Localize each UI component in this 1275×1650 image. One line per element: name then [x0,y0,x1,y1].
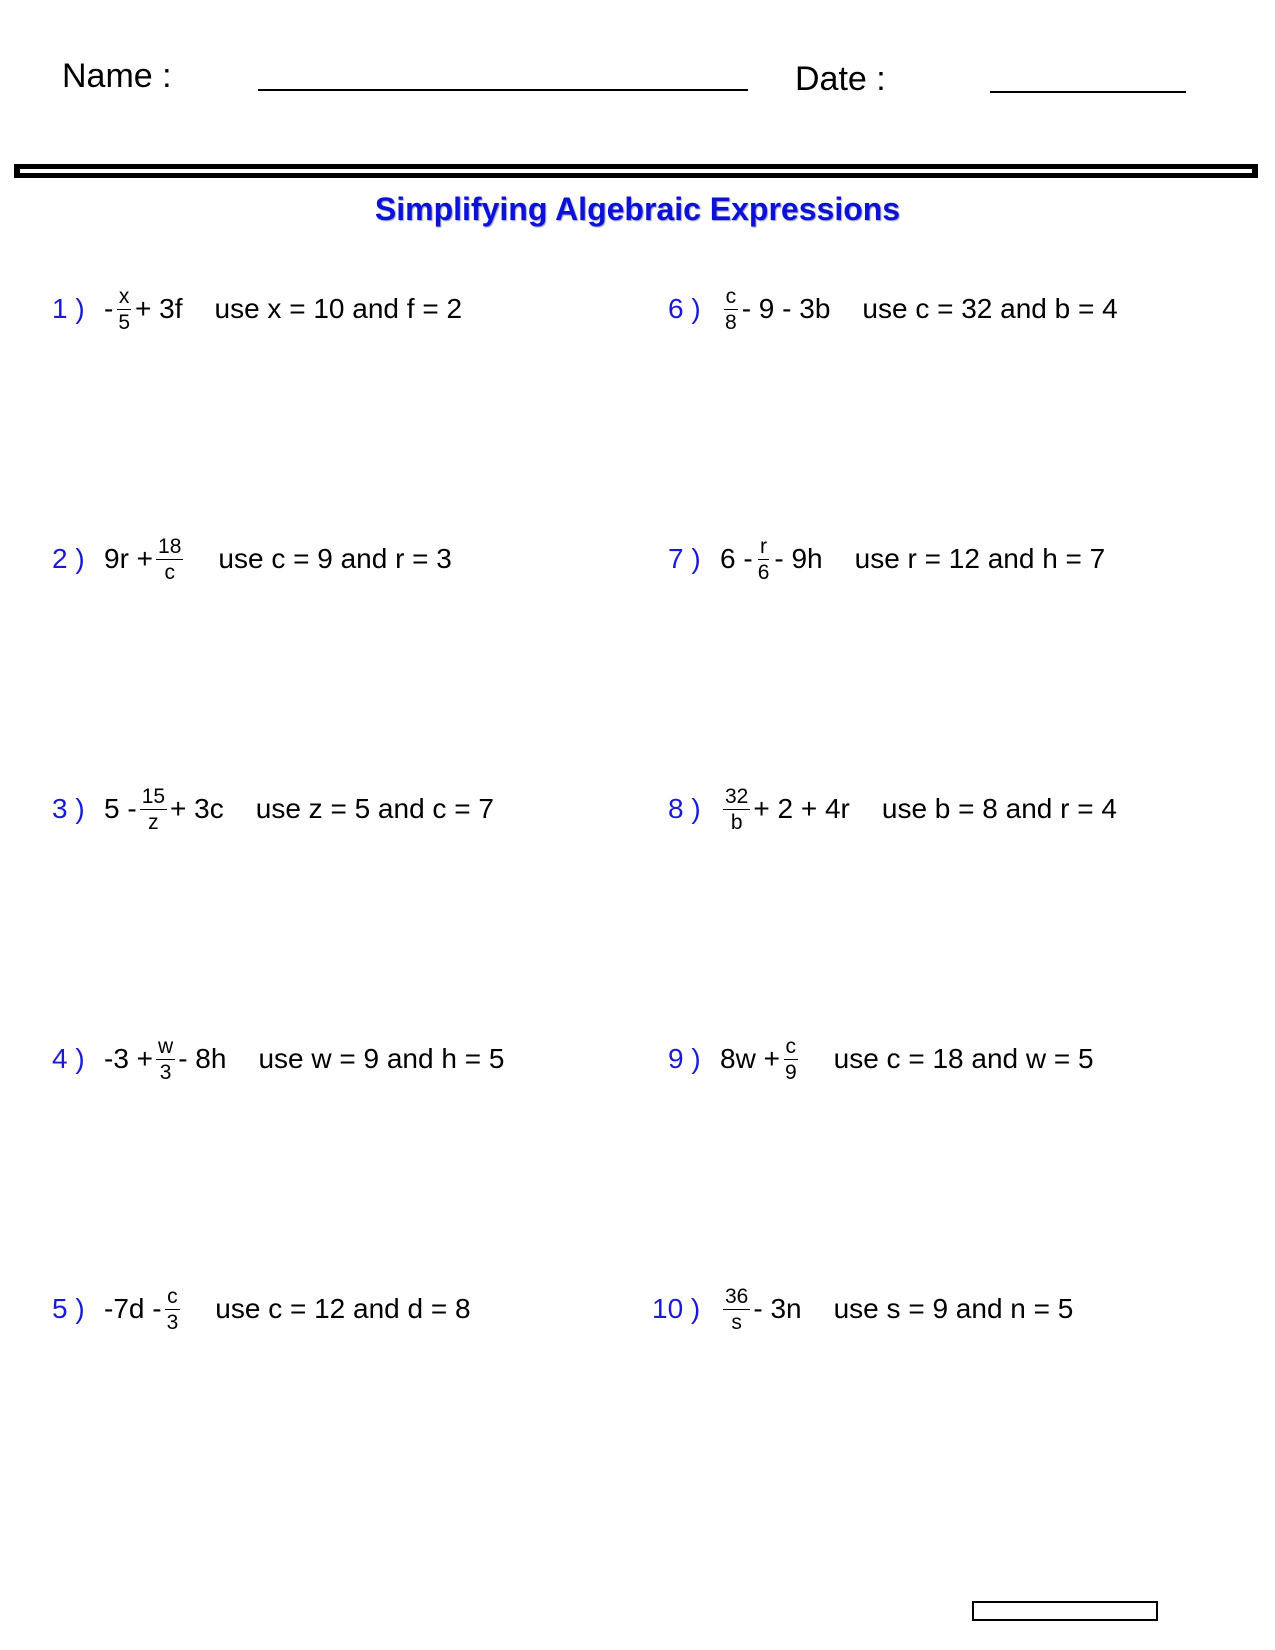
fraction-denominator: 8 [725,310,737,334]
problem-2 [52,529,452,589]
fraction-denominator: 9 [784,1060,797,1084]
fraction-denominator: c [164,560,175,584]
problem-number: 5 ) [52,1293,85,1324]
fraction [156,1036,175,1083]
use-values: use c = 32 and b = 4 [862,293,1118,324]
expr-post: - 3n [753,1293,802,1324]
fraction [723,786,750,833]
fraction-denominator: 3 [159,1060,172,1084]
problem-number: 2 ) [52,543,85,574]
use-values: use s = 9 and n = 5 [833,1293,1074,1324]
fraction-denominator: b [730,810,743,834]
expr-pre: 9r + [104,543,154,574]
fraction-denominator: s [731,1310,742,1334]
use-values: use x = 10 and f = 2 [214,293,463,324]
header-divider [14,164,1258,178]
name-label: Name : [62,57,172,95]
fraction [156,536,183,583]
problem-3 [52,779,494,839]
problem-5 [52,1279,471,1339]
fraction [723,1286,750,1333]
problem-number: 6 ) [668,293,701,324]
fraction-numerator: x [118,284,130,308]
fraction-numerator: 18 [158,534,182,558]
fraction-denominator: 5 [118,310,131,334]
expr-pre: 6 - [720,543,753,574]
use-values: use c = 12 and d = 8 [215,1293,471,1324]
problem-number: 4 ) [52,1043,85,1074]
expr-post: - 9 - 3b [741,293,831,324]
expr-pre: 5 - [104,793,137,824]
score-box[interactable] [972,1601,1158,1621]
fraction-denominator: 3 [166,1310,179,1334]
problem-number: 9 ) [668,1043,701,1074]
expr-post: + 3f [135,293,183,324]
problem-9 [668,1029,1094,1089]
expr-pre: - [104,293,114,324]
date-field[interactable] [990,91,1186,93]
expr-post: + 2 + 4r [753,793,850,824]
fraction-denominator: 6 [757,560,770,584]
fraction-numerator: c [167,1284,178,1308]
problem-6 [668,279,1118,339]
problem-1 [52,279,462,339]
problem-7 [668,529,1105,589]
fraction-numerator: 15 [141,784,166,808]
fraction [783,1036,799,1083]
fraction [756,536,772,583]
use-values: use w = 9 and h = 5 [258,1043,505,1074]
expr-post: - 8h [178,1043,227,1074]
fraction-numerator: c [785,1034,797,1058]
use-values: use r = 12 and h = 7 [854,543,1106,574]
fraction-numerator: w [158,1034,174,1058]
problem-number: 10 ) [652,1293,701,1324]
fraction [140,786,167,833]
fraction-numerator: r [760,534,768,558]
expr-post: + 3c [170,793,224,824]
use-values: use z = 5 and c = 7 [255,793,494,824]
expr-pre: 8w + [720,1043,780,1074]
problem-10 [652,1279,1073,1339]
fraction-denominator: z [148,810,159,834]
fraction-numerator: c [725,284,737,308]
problem-number: 1 ) [52,293,85,324]
expr-pre: -3 + [104,1043,154,1074]
problem-4 [52,1029,504,1089]
expr-pre: -7d - [104,1293,162,1324]
problem-number: 3 ) [52,793,85,824]
name-field[interactable] [258,89,748,91]
fraction [165,1286,181,1333]
expr-post: - 9h [774,543,823,574]
fraction-numerator: 32 [725,784,749,808]
fraction [723,286,739,333]
use-values: use b = 8 and r = 4 [881,793,1117,824]
use-values: use c = 18 and w = 5 [833,1043,1094,1074]
problem-number: 8 ) [668,793,701,824]
worksheet-title: Simplifying Algebraic Expressions [374,191,901,227]
date-label: Date : [795,60,886,98]
use-values: use c = 9 and r = 3 [218,543,452,574]
fraction [116,286,132,333]
fraction-numerator: 36 [725,1284,749,1308]
problem-number: 7 ) [668,543,701,574]
problem-8 [668,779,1117,839]
